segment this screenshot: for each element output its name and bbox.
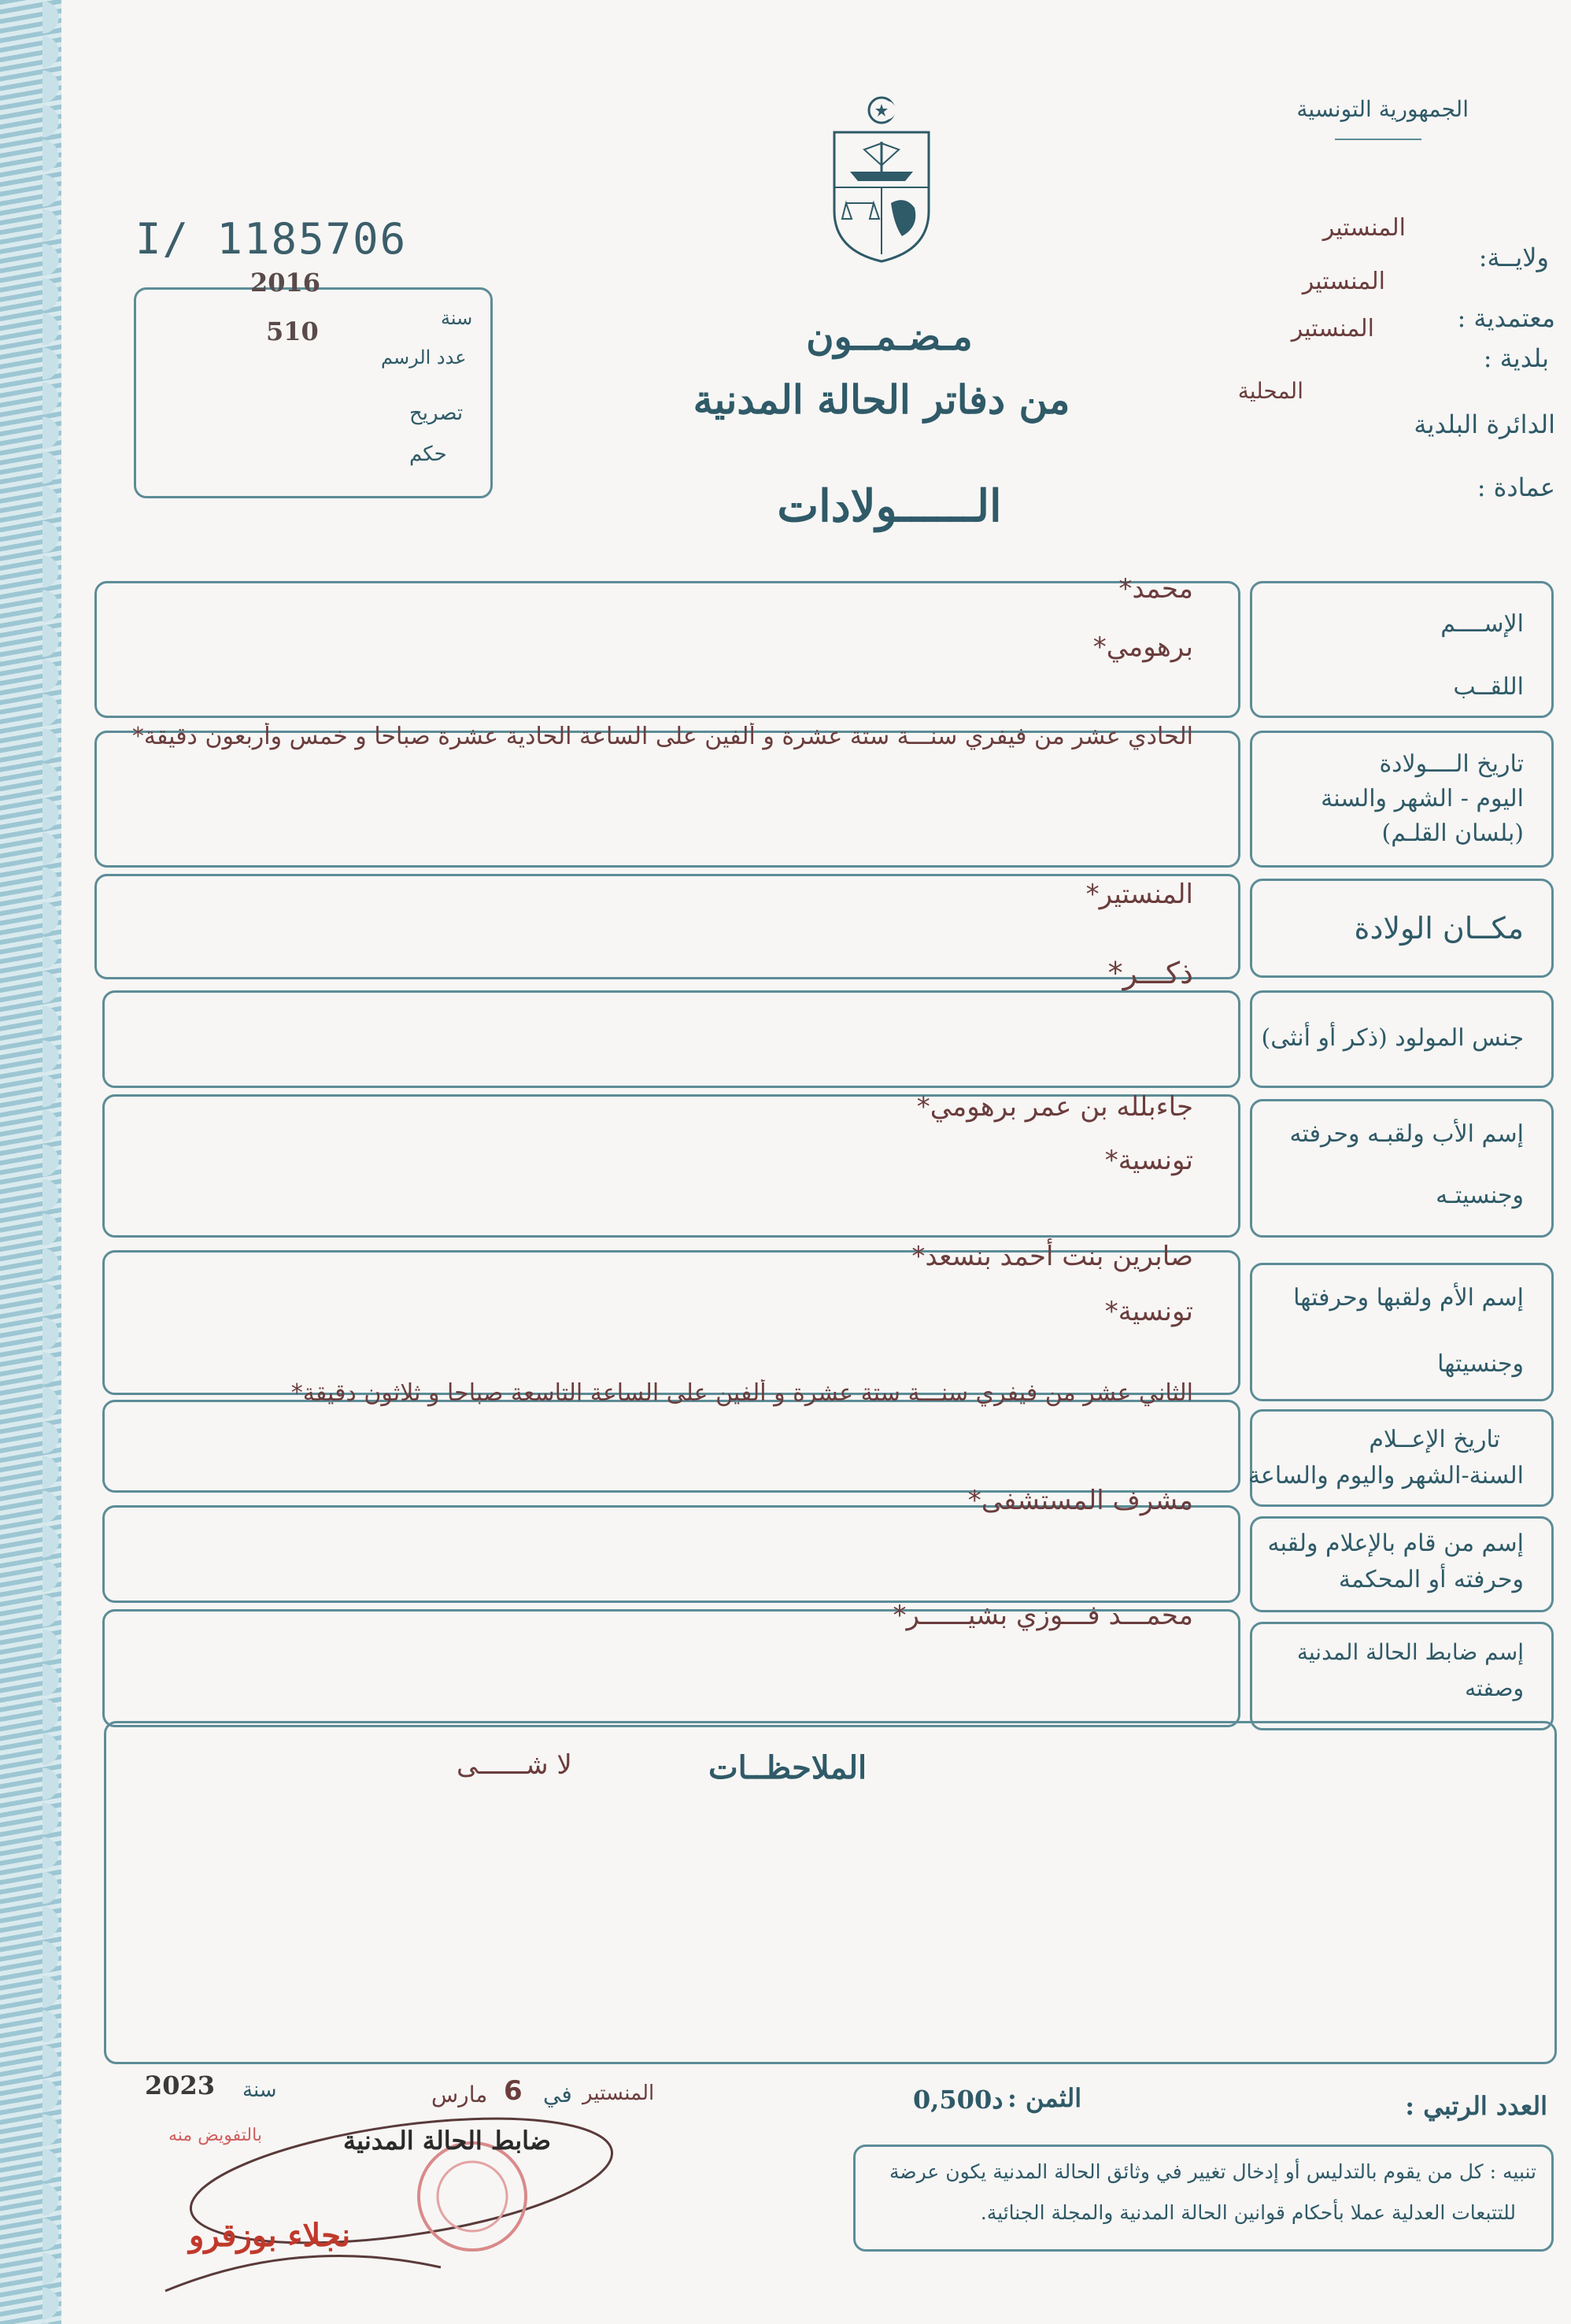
field-label-officer-line2: وصفته <box>1465 1675 1524 1701</box>
field-value-box-declarant <box>102 1505 1240 1603</box>
field-label-officer-line1: إسم ضابط الحالة المدنية <box>1296 1639 1524 1665</box>
field-label-father-line1: إسم الأب ولقبـه وحرفته <box>1289 1120 1524 1148</box>
reference-year-label: سنة <box>441 307 473 329</box>
republic-underline <box>1335 139 1421 140</box>
field-value-declaration-date: الثاني عشر من فيفري سنـــة ستة عشرة و ألفين على الساعة التاسعة صباحا و ثلاثون دقيقة* <box>290 1379 1193 1407</box>
reference-year-value: 2016 <box>250 268 321 298</box>
daira-label: الدائرة البلدية <box>1414 409 1555 439</box>
field-value-father-line1: جاءبلله بن عمر برهومي* <box>916 1091 1193 1123</box>
field-value-officer: محمـــد فـــوزي بشيــــــر* <box>893 1600 1193 1631</box>
wilaya-label: ولايــة: <box>1478 242 1549 272</box>
republic-title: الجمهورية التونسية <box>1296 96 1469 122</box>
footer-price-value: 0,500د <box>913 2085 1004 2115</box>
wilaya-value: المنستير <box>1322 214 1406 242</box>
field-label-declaration-date-line2: السنة-الشهر واليوم والساعة <box>1248 1462 1524 1490</box>
mutamadiya-label: معتمدية : <box>1457 303 1555 333</box>
extract-title: مـضـمــون <box>806 315 973 359</box>
field-label-declarant-line1: إسم من قام بالإعلام ولقبه <box>1267 1530 1524 1557</box>
footer-day: 6 <box>504 2075 523 2107</box>
field-value-name-line1: محمد* <box>1118 573 1193 605</box>
field-label-birthdate-line3: (بلسان القلـم) <box>1381 820 1524 847</box>
reference-declaration-label: تصريح <box>409 402 464 425</box>
field-value-box-birthdate <box>94 731 1240 868</box>
remarks-label: الملاحظــات <box>708 1749 867 1786</box>
footer-serial-label: العدد الرتبي : <box>1405 2091 1547 2121</box>
baladiya-label: بلدية : <box>1483 343 1549 373</box>
field-value-name-line2: برهومي* <box>1092 631 1193 663</box>
footer-year-value: 2023 <box>145 2071 216 2100</box>
field-value-box-sex <box>102 990 1240 1088</box>
births-title: الــــــولادات <box>777 480 1002 532</box>
field-value-birthplace: المنستير* <box>1085 879 1193 910</box>
footer-delegation: بالتفويض منه <box>168 2126 262 2145</box>
security-border <box>0 0 61 2324</box>
field-label-name-line1: الإســــم <box>1440 610 1524 638</box>
warning-line2: للتتبعات العدلية عملا بأحكام قوانين الحالة المدنية والمجلة الجنائية. <box>980 2201 1516 2224</box>
field-label-declarant-line2: وحرفته أو المحكمة <box>1338 1566 1524 1593</box>
warning-line1: تنبيه : كل من يقوم بالتدليس أو إدخال تغيير في وثائق الحالة المدنية يكون عرضة <box>889 2160 1536 2183</box>
footer-year-label: سنة <box>242 2078 277 2102</box>
omada-label: عمادة : <box>1477 472 1555 502</box>
footer-price-label: الثمن : <box>1007 2083 1082 2113</box>
footer-date-prefix: في <box>543 2082 572 2108</box>
reference-number-label: عدد الرسم <box>381 346 467 368</box>
register-title: من دفاتر الحالة المدنية <box>693 376 1070 423</box>
field-label-declaration-date-line1: تاريخ الإعــلام <box>1369 1426 1500 1453</box>
serial-number: I/ 1185706 <box>135 214 408 264</box>
field-label-mother-line1: إسم الأم ولقبها وحرفتها <box>1293 1284 1524 1312</box>
field-label-mother-line2: وجنسيتها <box>1437 1350 1524 1378</box>
footer-month: مارس <box>431 2082 488 2108</box>
coat-of-arms-icon <box>826 93 937 266</box>
field-label-birthdate-line2: اليوم - الشهر والسنة <box>1321 785 1524 812</box>
field-value-box-birthplace <box>94 874 1240 979</box>
remarks-value: لا شــــــى <box>457 1749 572 1781</box>
footer-officer-title: ضابط الحالة المدنية <box>343 2126 552 2156</box>
baladiya-value: المنستير <box>1291 315 1374 342</box>
field-value-mother-line2: تونسية* <box>1104 1296 1193 1327</box>
field-label-birthplace: مكــان الولادة <box>1354 911 1524 946</box>
footer-signature: نجلاء بوزقرو <box>189 2217 351 2254</box>
footer-place: المنستير <box>582 2082 655 2105</box>
field-value-father-line2: تونسية* <box>1104 1145 1193 1176</box>
field-label-name-line2: اللقــب <box>1453 673 1524 701</box>
field-value-box-declaration-date <box>102 1400 1240 1493</box>
field-value-box-name <box>94 581 1240 718</box>
mutamadiya-value-upper: المنستير <box>1302 268 1385 295</box>
field-label-father-line2: وجنسيتـه <box>1436 1182 1524 1209</box>
field-label-sex: جنس المولود (ذكر أو أنثى) <box>1261 1024 1524 1052</box>
reference-number-value: 510 <box>266 316 319 346</box>
reference-judgment-label: حكم <box>409 442 447 466</box>
field-value-declarant: مشرف المستشفى* <box>967 1485 1193 1516</box>
daira-value: المحلية <box>1237 378 1303 404</box>
field-value-mother-line1: صابرين بنت أحمد بنسعد* <box>911 1241 1193 1272</box>
field-label-birthdate-line1: تاريخ الــــولادة <box>1379 750 1524 778</box>
field-value-birthdate: الحادي عشر من فيفري سنـــة ستة عشرة و ألفين على الساعة الحادية عشرة صباحا و خمس وأربعون دقيقة* <box>131 723 1193 750</box>
field-value-sex: ذكـــر* <box>1107 956 1193 990</box>
